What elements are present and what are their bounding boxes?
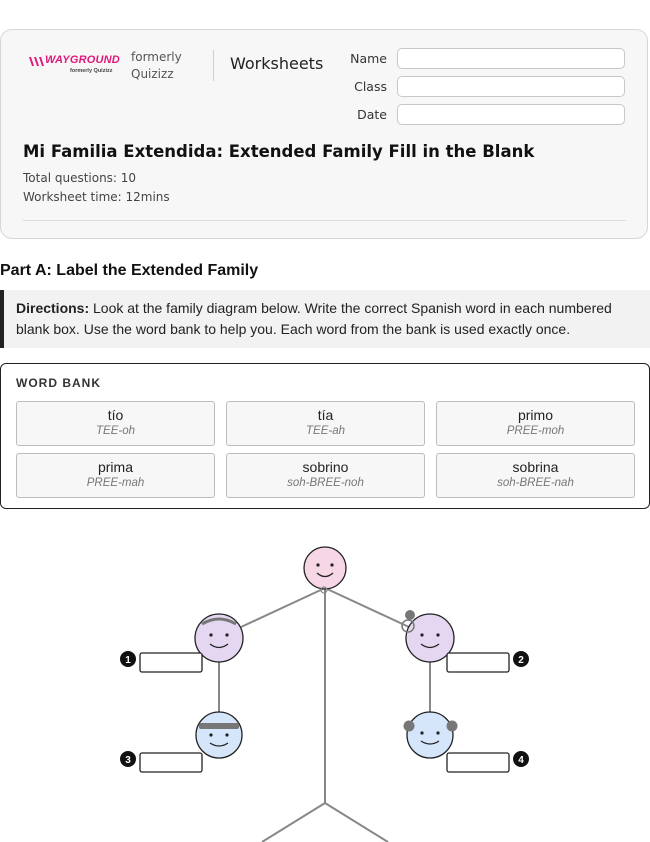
name-field[interactable] <box>397 48 625 69</box>
line-to-member-2 <box>325 588 409 627</box>
line-lower-right <box>325 803 388 842</box>
word-bank-item <box>16 453 215 498</box>
line-lower-left <box>262 803 325 842</box>
answer-box-3[interactable] <box>140 753 202 772</box>
family-member-top <box>304 547 346 593</box>
word: tía <box>317 407 334 423</box>
logo-wordmark: WAYGROUND <box>45 54 120 66</box>
worksheet-title: Mi Familia Extendida: Extended Family Fill in the Blank <box>23 142 535 161</box>
word-bank-item <box>436 401 635 446</box>
line-to-member-1 <box>241 588 325 627</box>
word: prima <box>97 459 133 475</box>
pronunciation: PREE-moh <box>506 425 565 437</box>
formerly-note <box>131 49 182 83</box>
name-label: Name <box>350 51 387 66</box>
word: sobrino <box>302 459 349 475</box>
pronunciation: TEE-oh <box>96 425 135 437</box>
answer-box-2[interactable] <box>447 653 509 672</box>
label-2 <box>447 651 529 672</box>
number-4: 4 <box>518 755 524 766</box>
word-bank <box>0 363 650 509</box>
word-bank-item <box>226 401 425 446</box>
date-label: Date <box>357 107 387 122</box>
pronunciation: PREE-mah <box>86 477 145 489</box>
word-bank-item <box>436 453 635 498</box>
total-questions: Total questions: 10 <box>23 171 137 185</box>
header-divider <box>213 50 214 81</box>
family-member-4 <box>404 712 458 758</box>
diagram-lines <box>219 588 430 842</box>
directions-label: Directions: <box>16 300 90 316</box>
label-4 <box>447 751 529 772</box>
answer-box-1[interactable] <box>140 653 202 672</box>
word: tío <box>107 407 124 423</box>
family-member-3 <box>196 712 242 758</box>
formerly-line-1: formerly <box>131 50 182 64</box>
part-a-heading: Part A: Label the Extended Family <box>0 262 259 279</box>
pronunciation: TEE-ah <box>306 425 345 437</box>
pronunciation: soh-BREE-noh <box>287 477 364 489</box>
word-bank-title: WORD BANK <box>16 376 101 390</box>
header-rule <box>23 220 626 221</box>
number-2: 2 <box>518 655 524 666</box>
number-1: 1 <box>125 655 131 666</box>
family-diagram <box>0 520 650 842</box>
word-bank-item <box>16 401 215 446</box>
worksheet-time: Worksheet time: 12mins <box>23 190 170 204</box>
number-3: 3 <box>125 755 131 766</box>
section-title: Worksheets <box>230 54 324 73</box>
class-field[interactable] <box>397 76 625 97</box>
word: primo <box>517 407 553 423</box>
formerly-line-2: Quizizz <box>131 67 174 81</box>
logo-subtext: formerly Quizizz <box>70 68 113 74</box>
directions-text: Look at the family diagram below. Write the correct Spanish word in each numbered blank box. Use the word bank to help you. Each word from the bank is used exactly once. <box>16 300 612 337</box>
directions-box <box>0 290 650 348</box>
answer-box-4[interactable] <box>447 753 509 772</box>
label-3 <box>120 751 202 772</box>
family-member-2 <box>402 610 454 662</box>
pronunciation: soh-BREE-nah <box>497 477 574 489</box>
class-label: Class <box>354 79 387 94</box>
wayground-logo-icon <box>28 55 44 67</box>
label-1 <box>120 651 202 672</box>
word-bank-item <box>226 453 425 498</box>
word: sobrina <box>512 459 559 475</box>
date-field[interactable] <box>397 104 625 125</box>
wayground-logo <box>28 54 118 78</box>
